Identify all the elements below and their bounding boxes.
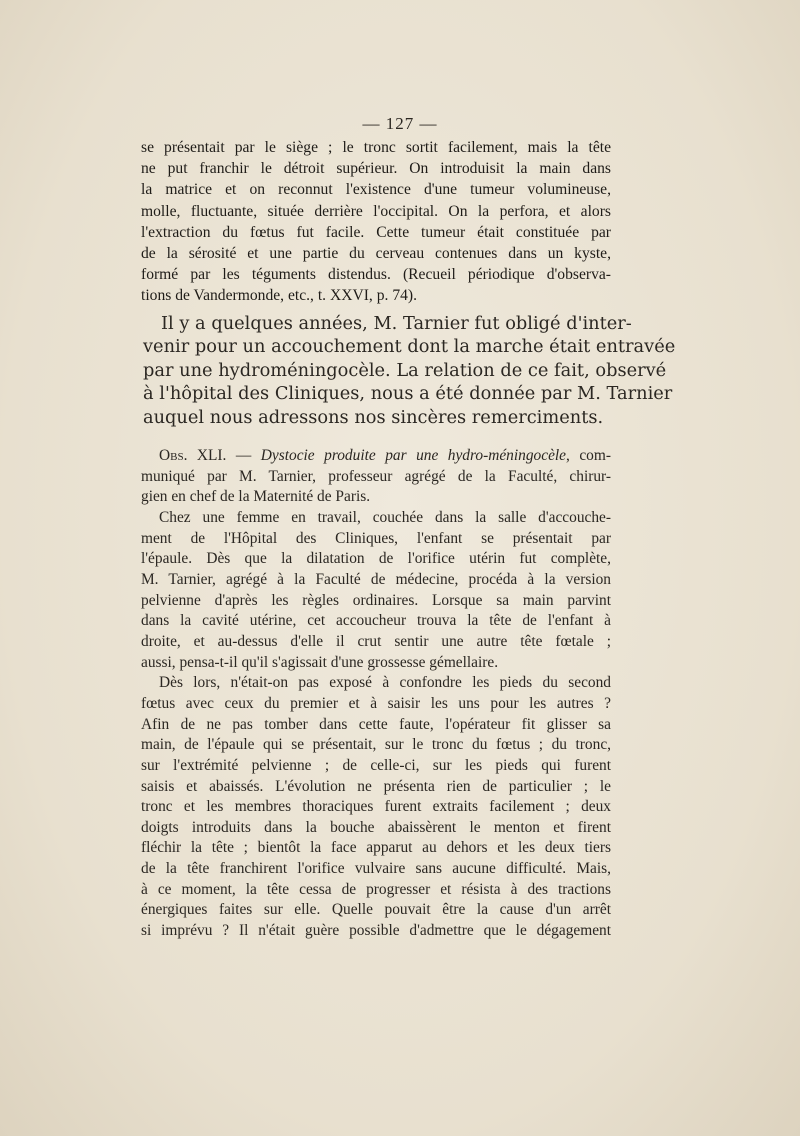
text-line: saisis et abaissés. L'évolution ne présenta rien de particulier ; le bbox=[141, 777, 611, 795]
text-line: si imprévu ? Il n'était guère possible d'admettre que le dégagement bbox=[141, 922, 611, 940]
page-number: — 127 — bbox=[362, 114, 438, 133]
observation-title: Dystocie produite par une hydro-méningocèle bbox=[260, 447, 567, 464]
text-line: venir pour un accouchement dont la marche était entravée bbox=[143, 336, 676, 358]
text-line: par une hydroméningocèle. La relation de ce fait, observé bbox=[143, 359, 667, 381]
text-line: fœtus avec ceux du premier et à saisir les uns pour les autres ? bbox=[141, 694, 611, 712]
text-line: gien en chef de la Maternité de Paris. bbox=[141, 488, 371, 506]
text-line: tions de Vandermonde, etc., t. XXVI, p. 74). bbox=[141, 287, 418, 305]
text-line: sur l'extrémité pelvienne ; de celle-ci, sur les pieds qui furent bbox=[141, 756, 611, 774]
text-line: Chez une femme en travail, couchée dans la salle d'accouche- bbox=[159, 508, 611, 526]
text-line: pelvienne d'après les règles ordinaires. Lorsque sa main parvint bbox=[141, 591, 611, 609]
observation-title-rest: , com- bbox=[566, 447, 611, 464]
text-line: fléchir la tête ; bientôt la face apparut au dehors et les deux tiers bbox=[141, 839, 611, 857]
observation-section bbox=[141, 446, 611, 942]
text-line: main, de l'épaule qui se présentait, sur le tronc du fœtus ; du tronc, bbox=[141, 736, 611, 754]
text-line: l'épaule. Dès que la dilatation de l'orifice utérin fut complète, bbox=[141, 550, 611, 568]
text-line: molle, fluctuante, située derrière l'occipital. On la perfora, et alors bbox=[141, 202, 611, 220]
observation-heading bbox=[141, 446, 611, 467]
text-line: Dès lors, n'était-on pas exposé à confondre les pieds du second bbox=[159, 674, 611, 692]
text-line: Il y a quelques années, M. Tarnier fut obligé d'inter- bbox=[161, 313, 632, 334]
text-line: droite, et au-dessus d'elle il crut sentir une autre tête fœtale ; bbox=[141, 632, 611, 650]
text-line: se présentait par le siège ; le tronc sortit facilement, mais la tête bbox=[141, 139, 611, 156]
text-line: l'extraction du fœtus fut facile. Cette tumeur était constituée par bbox=[141, 223, 611, 241]
text-line: ne put franchir le détroit supérieur. On introduisit la main dans bbox=[141, 160, 611, 178]
observation-dash: — bbox=[226, 447, 261, 464]
paragraph-quoted-case bbox=[141, 137, 611, 307]
text-line: à ce moment, la tête cessa de progresser et résista à des tractions bbox=[141, 880, 611, 898]
text-line: muniqué par M. Tarnier, professeur agrégé de la Faculté, chirur- bbox=[141, 467, 611, 485]
text-line: formé par les téguments distendus. (Recueil périodique d'observa- bbox=[141, 266, 611, 284]
paragraph-introduction bbox=[143, 312, 676, 429]
text-line: tronc et les membres thoraciques furent extraits facilement ; deux bbox=[141, 798, 611, 816]
text-line: de la tête franchirent l'orifice vulvaire sans aucune difficulté. Mais, bbox=[141, 860, 611, 878]
text-line: de la sérosité et une partie du cerveau contenues dans un kyste, bbox=[141, 245, 611, 263]
text-line: ment de l'Hôpital des Cliniques, l'enfant se présentait par bbox=[141, 529, 611, 547]
text-line: M. Tarnier, agrégé à la Faculté de médecine, procéda à la version bbox=[141, 570, 611, 588]
observation-label: Obs. XLI. bbox=[159, 447, 227, 464]
text-line: à l'hôpital des Cliniques, nous a été donnée par M. Tarnier bbox=[143, 383, 673, 405]
text-line: aussi, pensa-t-il qu'il s'agissait d'une grossesse gémellaire. bbox=[141, 653, 499, 671]
text-line: la matrice et on reconnut l'existence d'une tumeur volumineuse, bbox=[141, 181, 611, 199]
text-line: dans la cavité utérine, cet accoucheur trouva la tête de l'enfant à bbox=[141, 612, 611, 630]
text-line: auquel nous adressons nos sincères remerciments. bbox=[143, 406, 604, 428]
text-line: énergiques faites sur elle. Quelle pouvait être la cause d'un arrêt bbox=[141, 901, 611, 919]
text-line: Afin de ne pas tomber dans cette faute, l'opérateur fit glisser sa bbox=[141, 715, 611, 733]
text-line: doigts introduits dans la bouche abaissèrent le menton et firent bbox=[141, 818, 611, 836]
